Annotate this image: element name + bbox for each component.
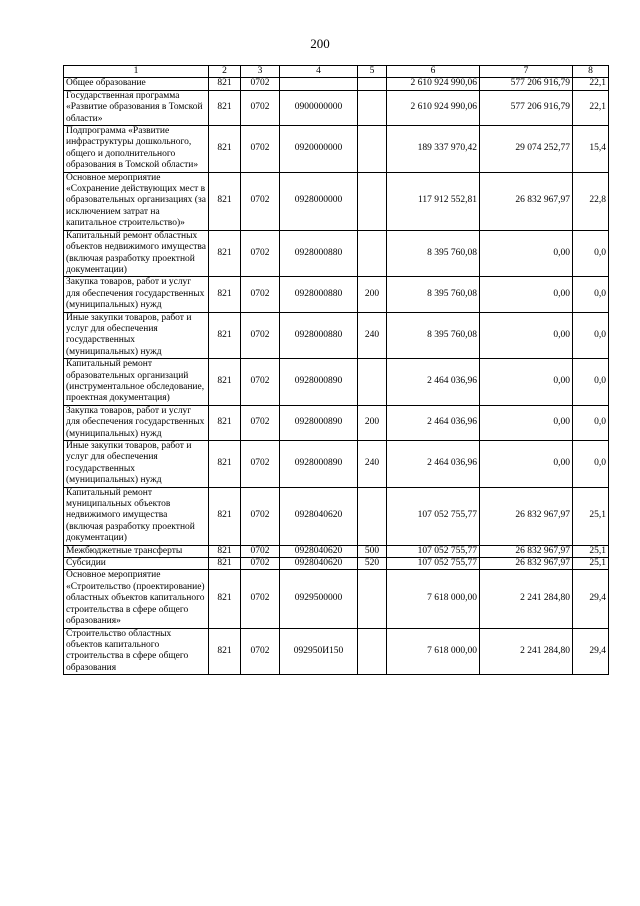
- table-row: [64, 126, 609, 173]
- percent-cell: 29,4: [573, 628, 609, 675]
- table-row: [64, 78, 609, 90]
- admin-code-cell: 821: [209, 359, 241, 406]
- section-code-cell: 0702: [241, 405, 280, 440]
- row-name-cell: Подпрограмма «Развитие инфраструктуры дошкольного, общего и дополнительного образования в Томской области»: [64, 126, 209, 173]
- section-code-cell: 0702: [241, 277, 280, 312]
- executed-amount-cell: 29 074 252,77: [480, 126, 573, 173]
- expense-type-cell: [358, 359, 387, 406]
- expense-type-cell: 240: [358, 312, 387, 359]
- percent-cell: 0,0: [573, 359, 609, 406]
- executed-amount-cell: 0,00: [480, 277, 573, 312]
- plan-amount-cell: 2 610 924 990,06: [387, 78, 480, 90]
- table-row: [64, 312, 609, 359]
- executed-amount-cell: 26 832 967,97: [480, 558, 573, 570]
- target-article-cell: 0928000880: [280, 277, 358, 312]
- target-article-cell: 0900000000: [280, 90, 358, 125]
- admin-code-cell: 821: [209, 441, 241, 488]
- executed-amount-cell: 0,00: [480, 441, 573, 488]
- row-name-cell: Общее образование: [64, 78, 209, 90]
- percent-cell: 25,1: [573, 558, 609, 570]
- plan-amount-cell: 8 395 760,08: [387, 230, 480, 277]
- table-row: [64, 359, 609, 406]
- section-code-cell: 0702: [241, 570, 280, 628]
- table-row: [64, 558, 609, 570]
- percent-cell: 25,1: [573, 545, 609, 557]
- row-name-cell: Закупка товаров, работ и услуг для обеспечения государственных (муниципальных) нужд: [64, 277, 209, 312]
- column-header: 8: [573, 66, 609, 78]
- target-article-cell: 0928040620: [280, 545, 358, 557]
- row-name-cell: Иные закупки товаров, работ и услуг для обеспечения государственных (муниципальных) нужд: [64, 441, 209, 488]
- admin-code-cell: 821: [209, 570, 241, 628]
- target-article-cell: 0928000880: [280, 230, 358, 277]
- target-article-cell: 092950И150: [280, 628, 358, 675]
- table-row: [64, 405, 609, 440]
- expense-type-cell: [358, 90, 387, 125]
- target-article-cell: 0928000890: [280, 441, 358, 488]
- target-article-cell: 0920000000: [280, 126, 358, 173]
- target-article-cell: 0928040620: [280, 487, 358, 545]
- section-code-cell: 0702: [241, 126, 280, 173]
- plan-amount-cell: 107 052 755,77: [387, 487, 480, 545]
- expense-type-cell: 200: [358, 277, 387, 312]
- table-row: [64, 545, 609, 557]
- row-name-cell: Основное мероприятие «Строительство (проектирование) областных объектов капитального строительства в сфере общего образования»: [64, 570, 209, 628]
- section-code-cell: 0702: [241, 441, 280, 488]
- executed-amount-cell: 0,00: [480, 230, 573, 277]
- table-row: [64, 230, 609, 277]
- plan-amount-cell: 2 610 924 990,06: [387, 90, 480, 125]
- expense-type-cell: [358, 570, 387, 628]
- percent-cell: 0,0: [573, 312, 609, 359]
- plan-amount-cell: 189 337 970,42: [387, 126, 480, 173]
- expense-type-cell: 240: [358, 441, 387, 488]
- percent-cell: 0,0: [573, 405, 609, 440]
- admin-code-cell: 821: [209, 628, 241, 675]
- target-article-cell: 0928000890: [280, 359, 358, 406]
- column-header: 6: [387, 66, 480, 78]
- column-header: 3: [241, 66, 280, 78]
- executed-amount-cell: 577 206 916,79: [480, 78, 573, 90]
- row-name-cell: Закупка товаров, работ и услуг для обеспечения государственных (муниципальных) нужд: [64, 405, 209, 440]
- expense-type-cell: [358, 78, 387, 90]
- expense-type-cell: [358, 628, 387, 675]
- row-name-cell: Государственная программа «Развитие образования в Томской области»: [64, 90, 209, 125]
- admin-code-cell: 821: [209, 277, 241, 312]
- page-number: 200: [310, 36, 330, 51]
- percent-cell: 0,0: [573, 230, 609, 277]
- plan-amount-cell: 2 464 036,96: [387, 441, 480, 488]
- section-code-cell: 0702: [241, 487, 280, 545]
- expense-type-cell: 200: [358, 405, 387, 440]
- plan-amount-cell: 2 464 036,96: [387, 359, 480, 406]
- expense-type-cell: [358, 230, 387, 277]
- section-code-cell: 0702: [241, 558, 280, 570]
- budget-table: [63, 65, 609, 675]
- percent-cell: 0,0: [573, 277, 609, 312]
- table-row: [64, 172, 609, 230]
- expense-type-cell: [358, 172, 387, 230]
- row-name-cell: Основное мероприятие «Сохранение действующих мест в образовательных организациях (за исключением затрат на капитальное строительство)»: [64, 172, 209, 230]
- target-article-cell: 0929500000: [280, 570, 358, 628]
- column-header: 4: [280, 66, 358, 78]
- admin-code-cell: 821: [209, 312, 241, 359]
- plan-amount-cell: 8 395 760,08: [387, 312, 480, 359]
- admin-code-cell: 821: [209, 405, 241, 440]
- admin-code-cell: 821: [209, 558, 241, 570]
- executed-amount-cell: 26 832 967,97: [480, 545, 573, 557]
- section-code-cell: 0702: [241, 172, 280, 230]
- table-row: [64, 441, 609, 488]
- plan-amount-cell: 8 395 760,08: [387, 277, 480, 312]
- target-article-cell: 0928000880: [280, 312, 358, 359]
- executed-amount-cell: 2 241 284,80: [480, 628, 573, 675]
- target-article-cell: 0928000000: [280, 172, 358, 230]
- plan-amount-cell: 117 912 552,81: [387, 172, 480, 230]
- percent-cell: 22,1: [573, 90, 609, 125]
- executed-amount-cell: 0,00: [480, 405, 573, 440]
- row-name-cell: Иные закупки товаров, работ и услуг для обеспечения государственных (муниципальных) нужд: [64, 312, 209, 359]
- expense-type-cell: [358, 487, 387, 545]
- table-row: [64, 277, 609, 312]
- executed-amount-cell: 26 832 967,97: [480, 172, 573, 230]
- target-article-cell: 0928040620: [280, 558, 358, 570]
- table-row: [64, 570, 609, 628]
- executed-amount-cell: 2 241 284,80: [480, 570, 573, 628]
- column-header: 2: [209, 66, 241, 78]
- admin-code-cell: 821: [209, 172, 241, 230]
- section-code-cell: 0702: [241, 90, 280, 125]
- percent-cell: 29,4: [573, 570, 609, 628]
- executed-amount-cell: 26 832 967,97: [480, 487, 573, 545]
- column-header: 1: [64, 66, 209, 78]
- plan-amount-cell: 107 052 755,77: [387, 558, 480, 570]
- column-header: 5: [358, 66, 387, 78]
- section-code-cell: 0702: [241, 545, 280, 557]
- plan-amount-cell: 7 618 000,00: [387, 628, 480, 675]
- admin-code-cell: 821: [209, 230, 241, 277]
- target-article-cell: [280, 78, 358, 90]
- section-code-cell: 0702: [241, 359, 280, 406]
- table-body: [64, 78, 609, 675]
- expense-type-cell: 520: [358, 558, 387, 570]
- row-name-cell: Капитальный ремонт муниципальных объектов недвижимого имущества (включая разработку проектной документации): [64, 487, 209, 545]
- percent-cell: 22,1: [573, 78, 609, 90]
- percent-cell: 25,1: [573, 487, 609, 545]
- plan-amount-cell: 2 464 036,96: [387, 405, 480, 440]
- section-code-cell: 0702: [241, 312, 280, 359]
- executed-amount-cell: 577 206 916,79: [480, 90, 573, 125]
- expense-type-cell: [358, 126, 387, 173]
- plan-amount-cell: 7 618 000,00: [387, 570, 480, 628]
- admin-code-cell: 821: [209, 487, 241, 545]
- table-header-row: [64, 66, 609, 78]
- row-name-cell: Строительство областных объектов капитального строительства в сфере общего образования: [64, 628, 209, 675]
- expense-type-cell: 500: [358, 545, 387, 557]
- admin-code-cell: 821: [209, 545, 241, 557]
- admin-code-cell: 821: [209, 78, 241, 90]
- plan-amount-cell: 107 052 755,77: [387, 545, 480, 557]
- executed-amount-cell: 0,00: [480, 359, 573, 406]
- table-row: [64, 628, 609, 675]
- section-code-cell: 0702: [241, 628, 280, 675]
- row-name-cell: Капитальный ремонт областных объектов недвижимого имущества (включая разработку проектной документации): [64, 230, 209, 277]
- table-row: [64, 487, 609, 545]
- percent-cell: 22,8: [573, 172, 609, 230]
- row-name-cell: Субсидии: [64, 558, 209, 570]
- table-row: [64, 90, 609, 125]
- row-name-cell: Капитальный ремонт образовательных организаций (инструментальное обследование, проектная документация): [64, 359, 209, 406]
- target-article-cell: 0928000890: [280, 405, 358, 440]
- row-name-cell: Межбюджетные трансферты: [64, 545, 209, 557]
- admin-code-cell: 821: [209, 126, 241, 173]
- executed-amount-cell: 0,00: [480, 312, 573, 359]
- percent-cell: 15,4: [573, 126, 609, 173]
- column-header: 7: [480, 66, 573, 78]
- admin-code-cell: 821: [209, 90, 241, 125]
- percent-cell: 0,0: [573, 441, 609, 488]
- section-code-cell: 0702: [241, 78, 280, 90]
- section-code-cell: 0702: [241, 230, 280, 277]
